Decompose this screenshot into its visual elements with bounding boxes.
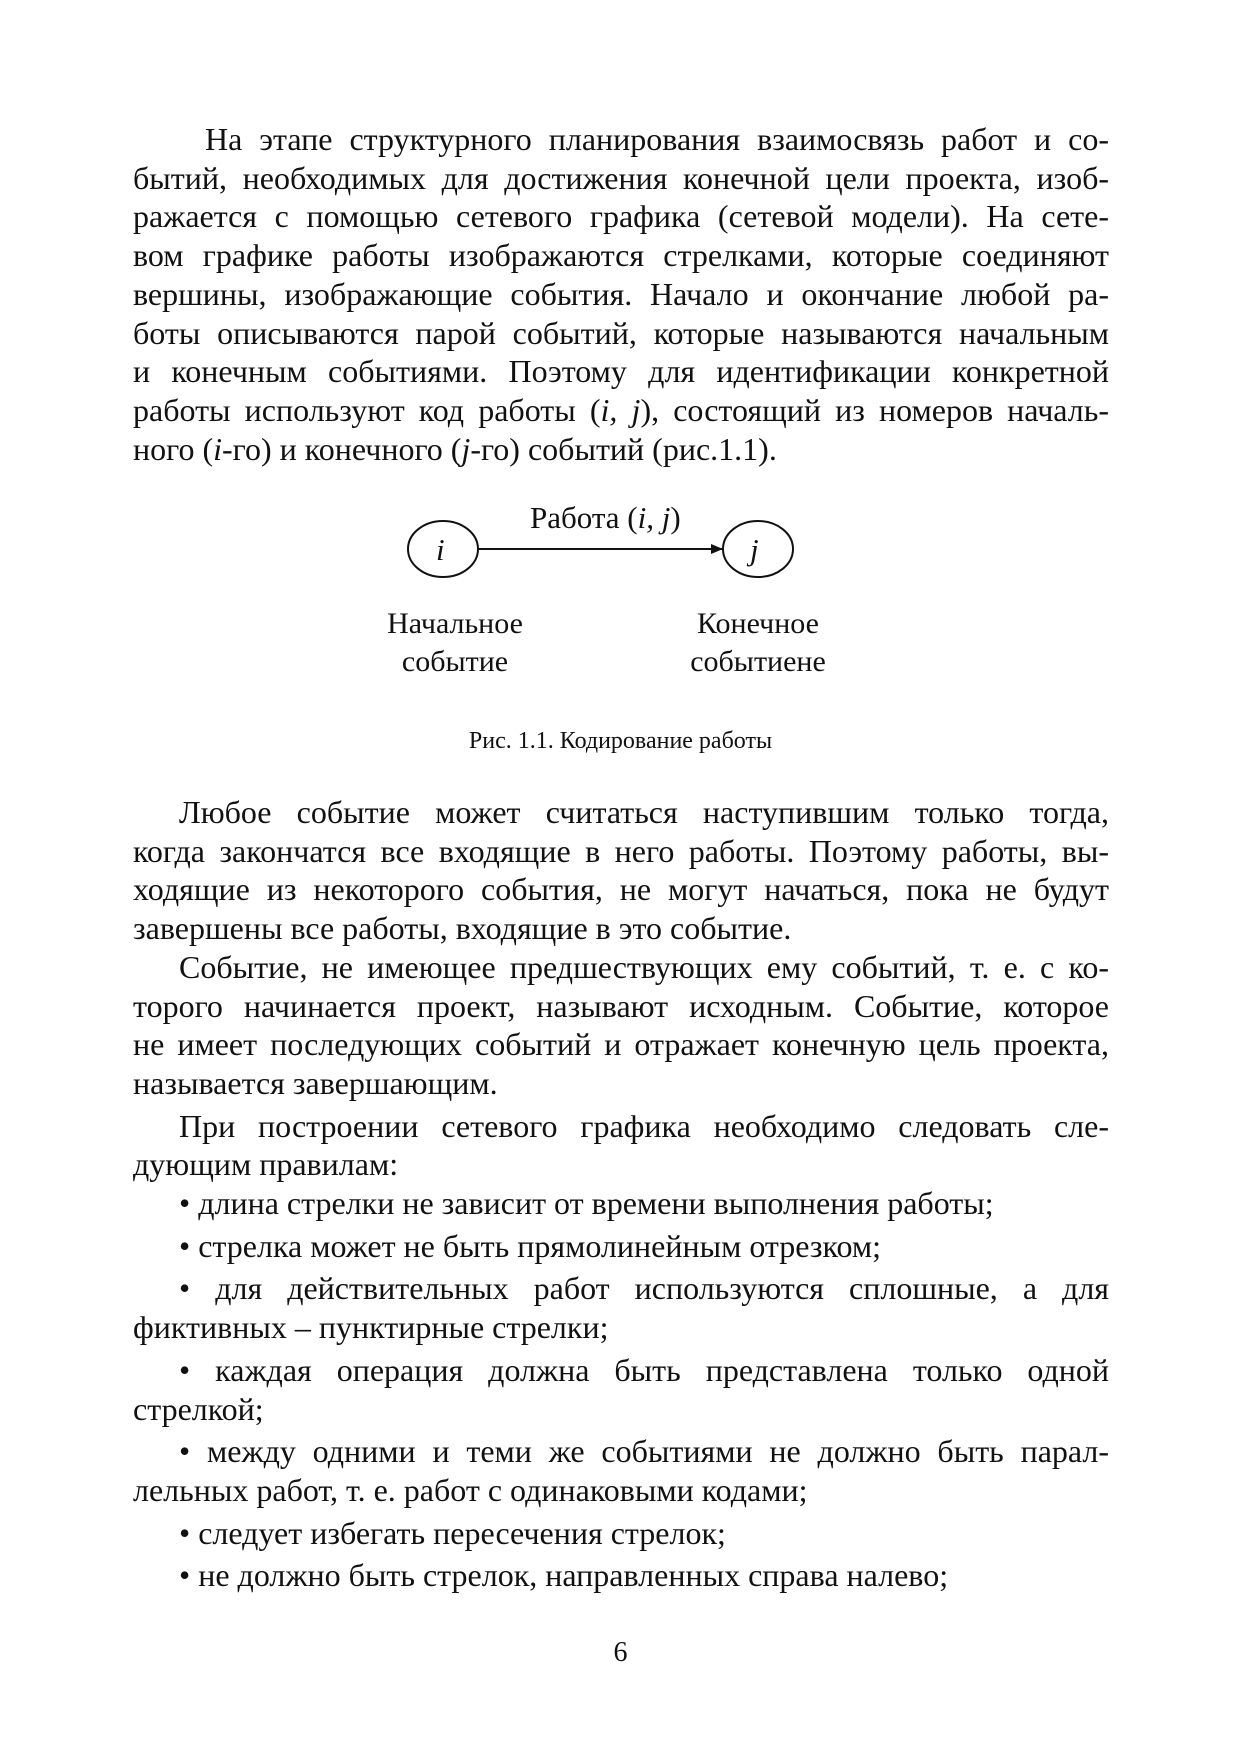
- body-text: [133, 793, 1109, 1595]
- work-coding-diagram: [380, 500, 826, 710]
- events-line: завершены все работы, входящие в это событие.: [133, 910, 792, 947]
- bullet-icon: •: [179, 1433, 191, 1470]
- intro-line-last: ного (i-го) и конечного (j-го) событий (рис.1.1).: [133, 430, 777, 467]
- bullet-icon: •: [179, 1270, 191, 1307]
- intro-line: бытий, необходимых для достижения конечной цели проекта, изоб-: [133, 159, 1109, 196]
- end-event-caption: Конечное событиене: [690, 607, 826, 678]
- rules-intro-line: дующим правилам:: [133, 1146, 399, 1183]
- bullet-icon: •: [179, 1351, 191, 1388]
- bullet-icon: •: [179, 1557, 191, 1594]
- intro-line: ражается с помощью сетевого графика (сетевой модели). На сете-: [133, 198, 1109, 235]
- rule-item: • не должно быть стрелок, направленных справа налево;: [179, 1557, 949, 1594]
- rule-item: • между одними и теми же событиями не должно быть парал-: [179, 1433, 1110, 1470]
- rule-item-continuation: лельных работ, т. е. работ с одинаковыми кодами;: [133, 1471, 808, 1508]
- intro-line: вом графике работы изображаются стрелками, которые соединяют: [133, 237, 1109, 274]
- intro-line: боты описываются парой событий, которые называются начальным: [133, 314, 1109, 351]
- initial-line: Событие, не имеющее предшествующих ему событий, т. е. с ко-: [179, 948, 1109, 985]
- bullet-icon: •: [179, 1514, 191, 1551]
- start-event-caption: Начальное событие: [387, 607, 523, 678]
- intro-line: вершины, изображающие события. Начало и окончание любой ра-: [133, 275, 1109, 312]
- initial-line: не имеет последующих событий и отражает конечную цель проекта,: [133, 1026, 1109, 1063]
- bullet-icon: •: [179, 1227, 191, 1264]
- events-line: ходящие из некоторого события, не могут начаться, пока не будут: [133, 871, 1109, 908]
- end-node-label: j: [750, 532, 759, 567]
- intro-paragraph: [133, 120, 1109, 468]
- rule-item-continuation: фиктивных – пунктирные стрелки;: [133, 1309, 609, 1346]
- intro-line: На этапе структурного планирования взаимосвязь работ и со-: [205, 121, 1109, 157]
- page-number: 6: [613, 1637, 628, 1668]
- bullet-icon: •: [179, 1185, 191, 1222]
- rules-intro-line: При построении сетевого графика необходимо следовать сле-: [179, 1107, 1109, 1144]
- rule-item: • для действительных работ используются сплошные, а для: [179, 1270, 1110, 1307]
- initial-line: торого начинается проект, называют исходным. Событие, которое: [133, 987, 1109, 1024]
- rule-item: • каждая операция должна быть представлена только одной: [179, 1351, 1110, 1388]
- work-edge-label: Работа (i, j): [530, 500, 681, 535]
- start-node-label: i: [436, 532, 445, 567]
- events-line: когда закончатся все входящие в него работы. Поэтому работы, вы-: [133, 832, 1109, 869]
- events-line: Любое событие может считаться наступившим только тогда,: [179, 794, 1109, 830]
- intro-line: и конечным событиями. Поэтому для идентификации конкретной: [133, 353, 1109, 390]
- intro-line-code: работы используют код работы (i, j), состоящий из номеров началь-: [133, 391, 1110, 428]
- figure-caption: Рис. 1.1. Кодирование работы: [468, 728, 773, 754]
- rule-item-continuation: стрелкой;: [133, 1390, 264, 1427]
- rule-item: • стрелка может не быть прямолинейным отрезком;: [179, 1227, 881, 1264]
- rule-item: • следует избегать пересечения стрелок;: [179, 1514, 726, 1551]
- initial-line: называется завершающим.: [133, 1064, 498, 1101]
- rule-item: • длина стрелки не зависит от времени выполнения работы;: [179, 1185, 994, 1222]
